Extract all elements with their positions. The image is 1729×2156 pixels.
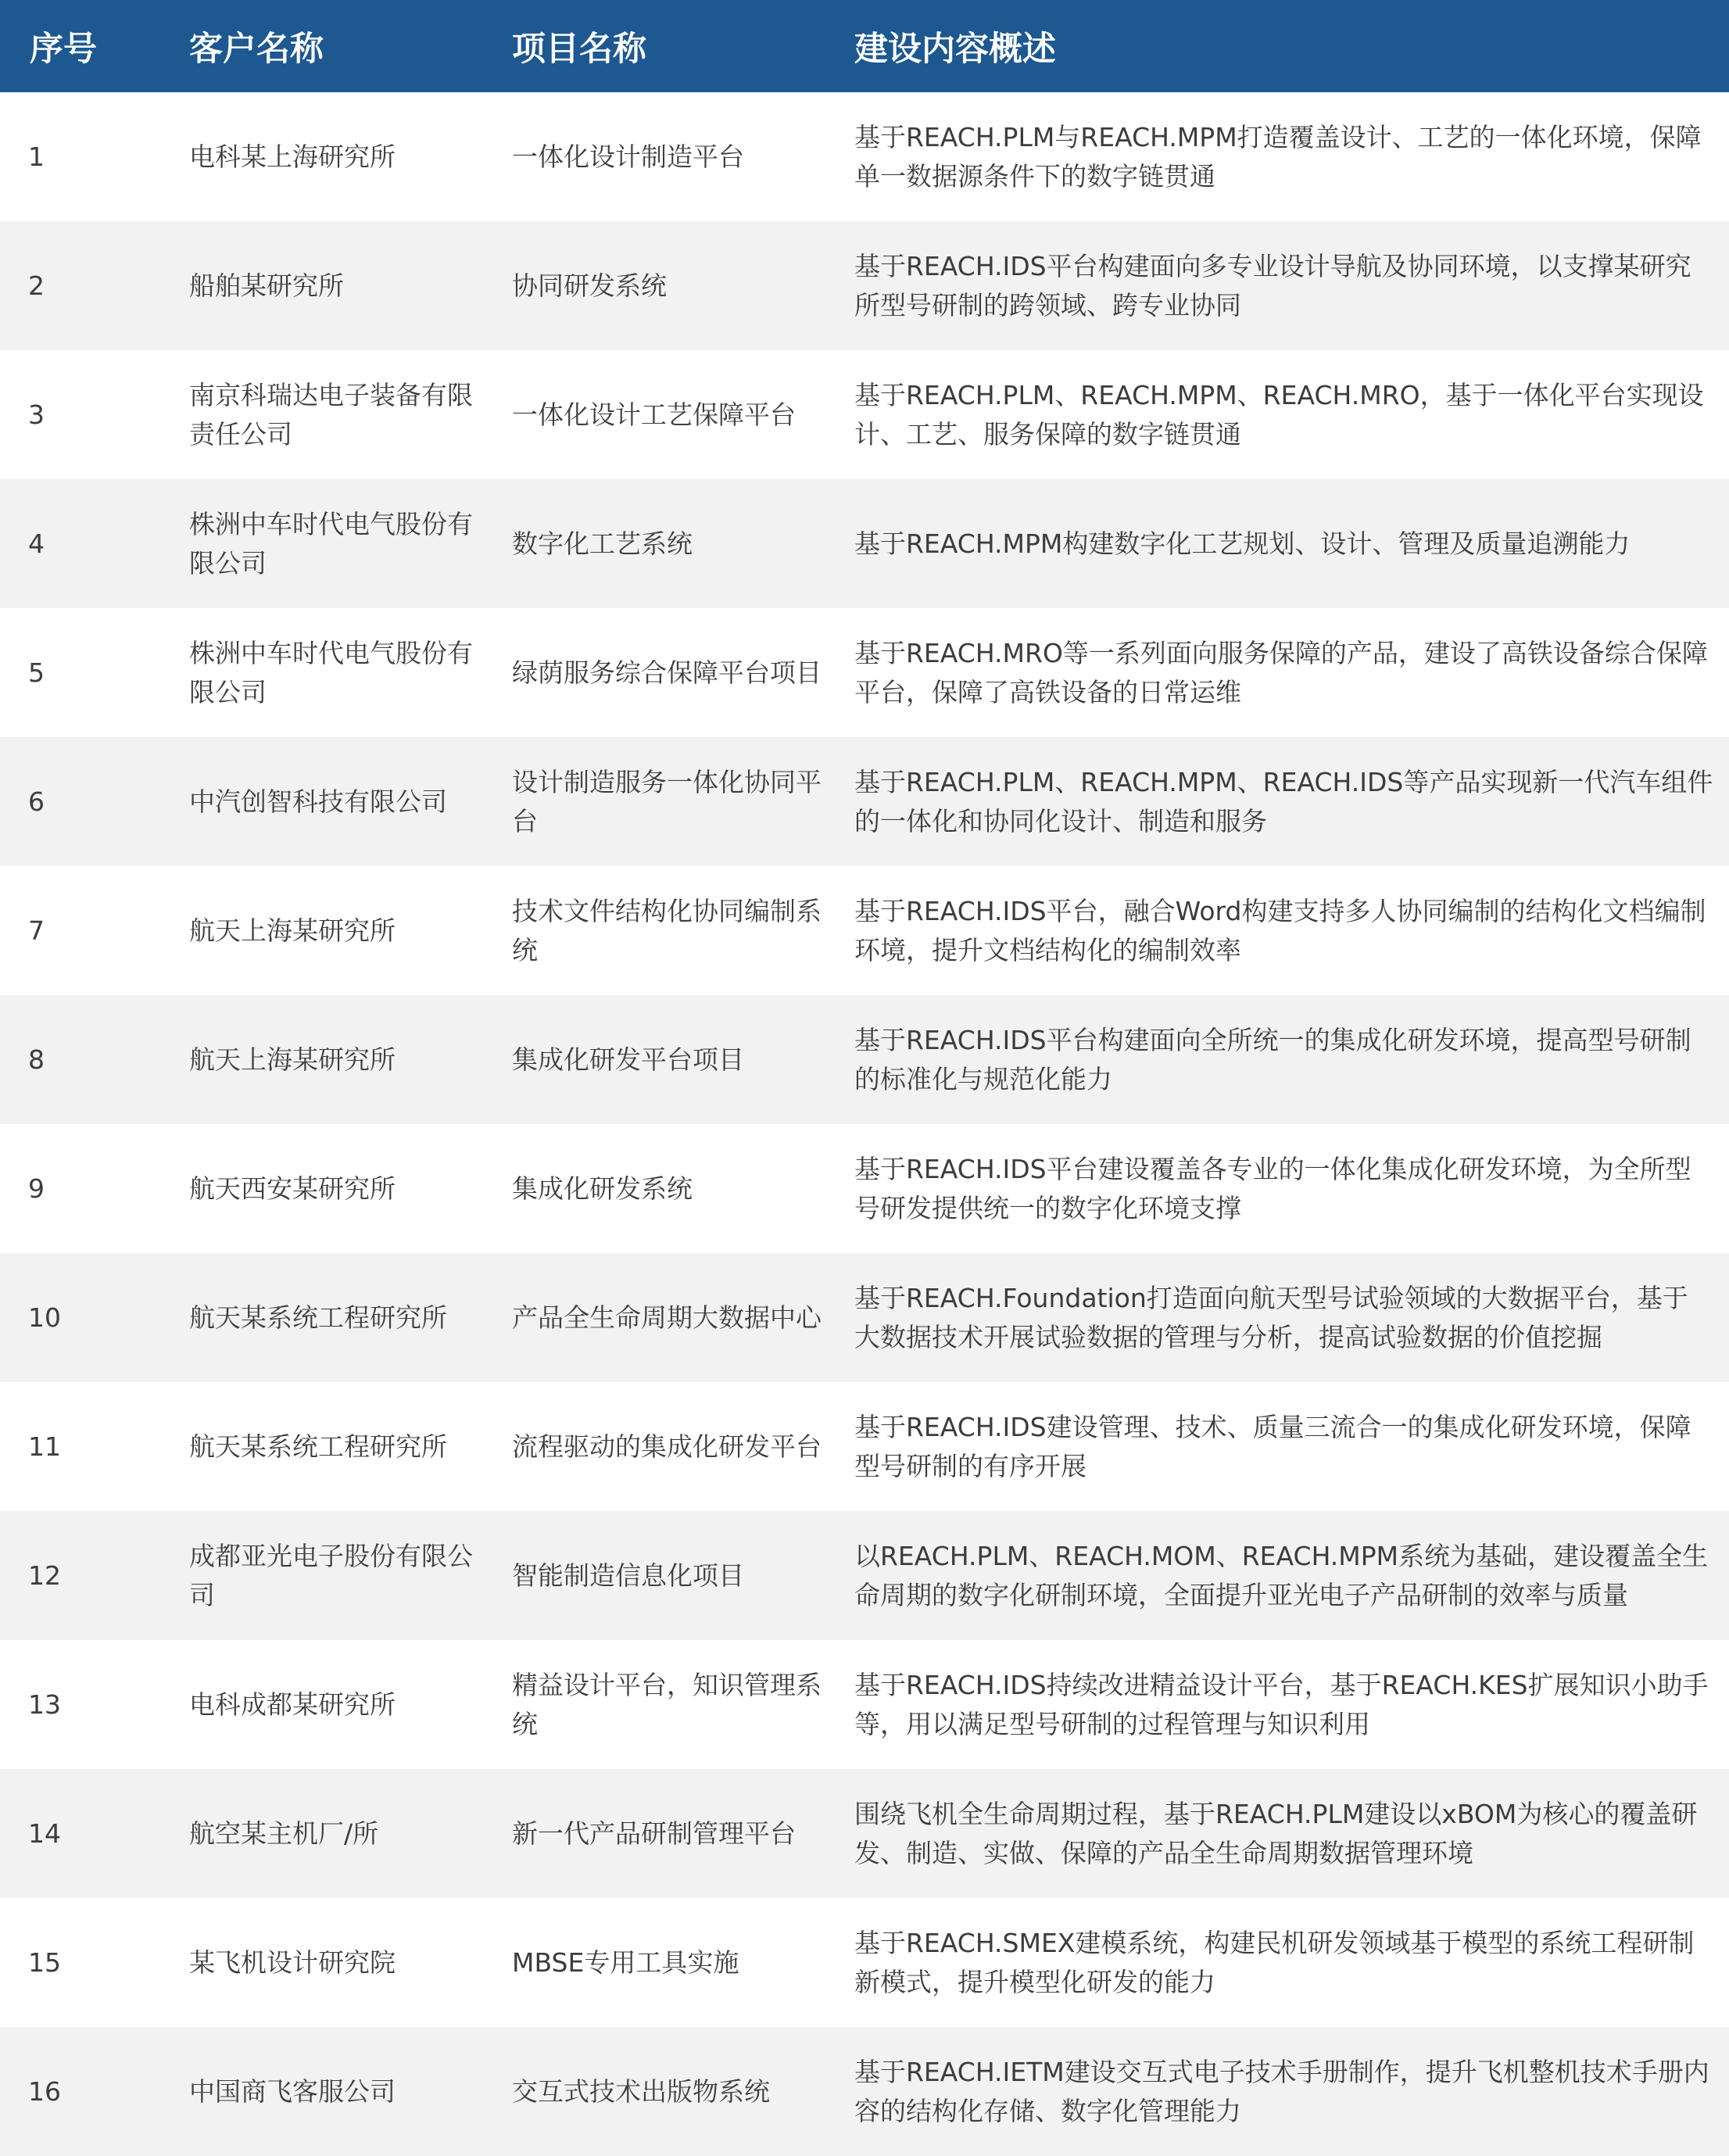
- customer-name: 船舶某研究所: [189, 270, 344, 301]
- project-summary: 基于REACH.MRO等一系列面向服务保障的产品，建设了高铁设备综合保障平台，保障了高铁设备的日常运维: [854, 637, 1708, 707]
- project-name: 集成化研发平台项目: [512, 1044, 744, 1075]
- row-number: 11: [28, 1431, 61, 1462]
- project-summary: 基于REACH.Foundation打造面向航天型号试验领域的大数据平台，基于大数据技术开展试验数据的管理与分析，提高试验数据的价值挖掘: [854, 1282, 1688, 1352]
- project-summary: 基于REACH.SMEX建模系统，构建民机研发领域基于模型的系统工程研制新模式，提升模型化研发的能力: [854, 1927, 1695, 1997]
- row-number: 5: [28, 657, 45, 688]
- header-customer: 客户名称: [189, 29, 324, 69]
- project-summary: 基于REACH.PLM、REACH.MPM、REACH.MRO，基于一体化平台实现设计、工艺、服务保障的数字链贯通: [854, 379, 1704, 449]
- row-number: 10: [28, 1302, 61, 1333]
- row-number: 7: [28, 915, 45, 946]
- table-row: [0, 92, 1729, 221]
- project-summary: 基于REACH.IDS持续改进精益设计平台，基于REACH.KES扩展知识小助手等，用以满足型号研制的过程管理与知识利用: [854, 1669, 1709, 1739]
- project-name: 一体化设计制造平台: [512, 141, 744, 172]
- customer-name: 某飞机设计研究院: [189, 1946, 396, 1978]
- row-number: 15: [28, 1946, 61, 1978]
- customer-name: 株洲中车时代电气股份有限公司: [189, 508, 473, 578]
- project-name: 绿荫服务综合保障平台项目: [512, 657, 822, 688]
- customer-name: 航天西安某研究所: [189, 1173, 396, 1204]
- table-row: [0, 1640, 1729, 1769]
- table-row: [0, 608, 1729, 737]
- project-name: 协同研发系统: [512, 270, 667, 301]
- row-number: 1: [28, 141, 45, 172]
- table-row: [0, 479, 1729, 608]
- header-no: 序号: [30, 29, 97, 69]
- project-name: 技术文件结构化协同编制系统: [512, 895, 822, 965]
- table-row: [0, 737, 1729, 866]
- project-summary: 基于REACH.MPM构建数字化工艺规划、设计、管理及质量追溯能力: [854, 528, 1631, 559]
- customer-name: 航天上海某研究所: [189, 1044, 396, 1075]
- customer-name: 株洲中车时代电气股份有限公司: [189, 637, 473, 707]
- customer-name: 中国商飞客服公司: [189, 2075, 396, 2107]
- table-row: [0, 1898, 1729, 2027]
- project-name: MBSE专用工具实施: [512, 1946, 739, 1978]
- row-number: 9: [28, 1173, 45, 1204]
- row-number: 4: [28, 528, 45, 559]
- customer-name: 航空某主机厂/所: [189, 1818, 379, 1849]
- table-row: [0, 221, 1729, 350]
- project-name: 产品全生命周期大数据中心: [512, 1302, 822, 1333]
- project-summary: 围绕飞机全生命周期过程，基于REACH.PLM建设以xBOM为核心的覆盖研发、制造、实做、保障的产品全生命周期数据管理环境: [854, 1798, 1698, 1868]
- project-summary: 基于REACH.IDS平台，融合Word构建支持多人协同编制的结构化文档编制环境，提升文档结构化的编制效率: [854, 895, 1706, 965]
- table-row: [0, 1253, 1729, 1382]
- customer-name: 航天某系统工程研究所: [189, 1431, 447, 1462]
- project-summary: 基于REACH.IETM建设交互式电子技术手册制作，提升飞机整机技术手册内容的结构化存储、数字化管理能力: [854, 2056, 1709, 2126]
- project-name: 新一代产品研制管理平台: [512, 1818, 796, 1849]
- header-summary: 建设内容概述: [854, 29, 1056, 69]
- project-name: 流程驱动的集成化研发平台: [512, 1431, 822, 1462]
- customer-name: 航天上海某研究所: [189, 915, 396, 946]
- customer-name: 成都亚光电子股份有限公司: [189, 1540, 473, 1610]
- table-row: [0, 1511, 1729, 1640]
- project-summary: 基于REACH.IDS平台构建面向多专业设计导航及协同环境，以支撑某研究所型号研制的跨领域、跨专业协同: [854, 250, 1691, 321]
- project-summary: 基于REACH.IDS平台建设覆盖各专业的一体化集成化研发环境，为全所型号研发提供统一的数字化环境支撑: [854, 1153, 1691, 1223]
- project-summary: 基于REACH.PLM与REACH.MPM打造覆盖设计、工艺的一体化环境，保障单一数据源条件下的数字链贯通: [854, 121, 1702, 192]
- row-number: 8: [28, 1044, 45, 1075]
- row-number: 13: [28, 1689, 61, 1720]
- customer-name: 电科成都某研究所: [189, 1689, 396, 1720]
- row-number: 6: [28, 786, 45, 817]
- project-name: 集成化研发系统: [512, 1173, 693, 1204]
- row-number: 14: [28, 1818, 61, 1849]
- table-row: [0, 995, 1729, 1124]
- customer-name: 电科某上海研究所: [189, 141, 396, 172]
- table-row: [0, 2027, 1729, 2156]
- project-summary: 以REACH.PLM、REACH.MOM、REACH.MPM系统为基础，建设覆盖全生命周期的数字化研制环境，全面提升亚光电子产品研制的效率与质量: [854, 1540, 1709, 1610]
- table-row: [0, 1124, 1729, 1253]
- table-header: [0, 0, 1729, 92]
- table-row: [0, 1769, 1729, 1898]
- project-summary: 基于REACH.IDS平台构建面向全所统一的集成化研发环境，提高型号研制的标准化与规范化能力: [854, 1024, 1691, 1094]
- project-name: 一体化设计工艺保障平台: [512, 399, 796, 430]
- customer-name: 航天某系统工程研究所: [189, 1302, 447, 1333]
- row-number: 12: [28, 1560, 61, 1591]
- customer-name: 南京科瑞达电子装备有限责任公司: [189, 379, 473, 449]
- project-name: 交互式技术出版物系统: [512, 2075, 770, 2107]
- project-name: 数字化工艺系统: [512, 528, 693, 559]
- project-summary: 基于REACH.IDS建设管理、技术、质量三流合一的集成化研发环境，保障型号研制的有序开展: [854, 1411, 1691, 1481]
- row-number: 3: [28, 399, 45, 430]
- project-name: 精益设计平台，知识管理系统: [512, 1669, 822, 1739]
- customer-name: 中汽创智科技有限公司: [189, 786, 447, 817]
- row-number: 2: [28, 270, 45, 301]
- project-name: 设计制造服务一体化协同平台: [512, 766, 822, 836]
- table-row: [0, 350, 1729, 479]
- header-project: 项目名称: [512, 29, 646, 69]
- project-name: 智能制造信息化项目: [512, 1560, 744, 1591]
- table-row: [0, 1382, 1729, 1511]
- row-number: 16: [28, 2075, 61, 2107]
- table-row: [0, 866, 1729, 995]
- project-summary: 基于REACH.PLM、REACH.MPM、REACH.IDS等产品实现新一代汽车组件的一体化和协同化设计、制造和服务: [854, 766, 1713, 836]
- table-body: [0, 92, 1729, 2156]
